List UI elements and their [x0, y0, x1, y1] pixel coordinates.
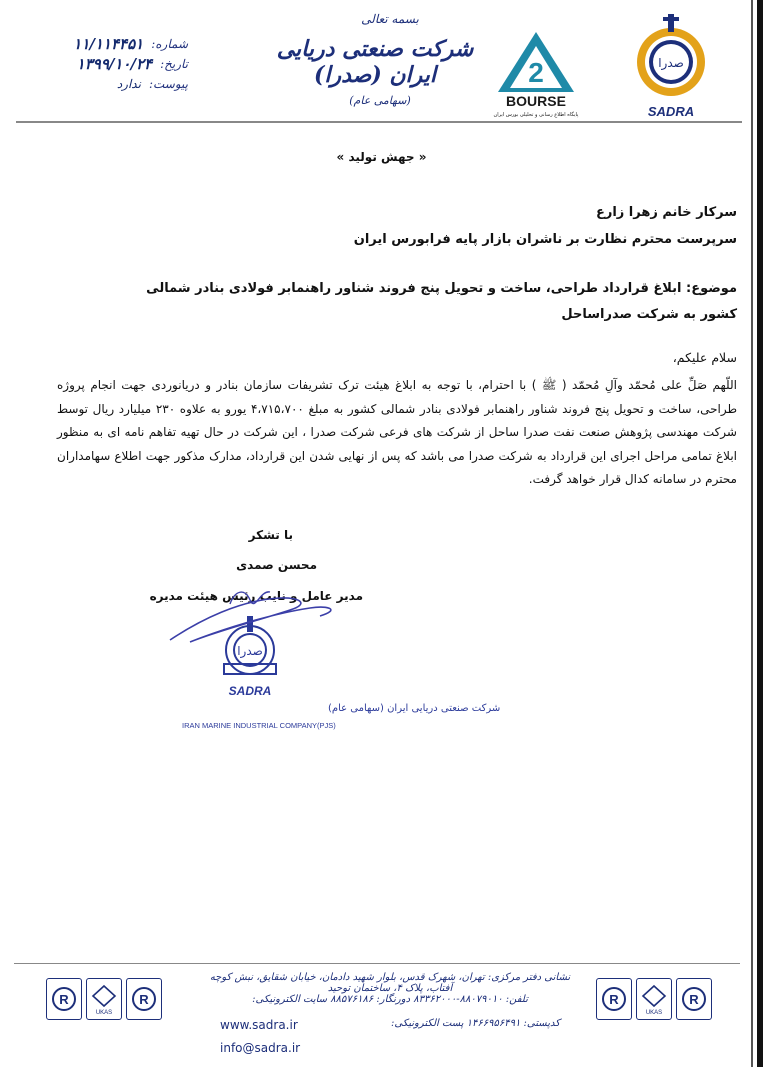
- sadra-gear-icon: [632, 14, 710, 122]
- header-divider: [16, 121, 742, 123]
- cert-r-icon: [596, 978, 632, 1020]
- letter-attachment-row: [18, 74, 188, 94]
- svg-text:R: R: [689, 992, 699, 1007]
- addressee-name: سرکار خانم زهرا زارع: [595, 205, 737, 220]
- attachment-value: ندارد: [116, 77, 141, 91]
- footer-divider: [14, 963, 740, 964]
- sadra-logo-text: SADRA: [647, 104, 695, 119]
- subject-line: موضوع: ابلاغ قرارداد طراحی، ساخت و تحویل پنج فروند شناور راهنمابر فولادی بنادر شمالی کشور به شرکت صدراساحل: [146, 281, 737, 322]
- signer-title: مدیر عامل و نایب رئیس هیئت مدیره: [149, 589, 363, 603]
- date-label: تاریخ:: [160, 57, 188, 71]
- sadra-logo: [632, 14, 710, 122]
- svg-text:شرکت صنعتی دریایی ایران (سهامی: شرکت صنعتی دریایی ایران (سهامی عام): [328, 703, 501, 714]
- letter-number-row: [18, 34, 188, 54]
- certification-logos-right: [596, 978, 712, 1022]
- footer-website-row: [220, 1018, 560, 1032]
- website-link[interactable]: www.sadra.ir: [220, 1018, 298, 1032]
- cert-r-icon: [676, 978, 712, 1020]
- svg-text:صدرا: صدرا: [237, 644, 263, 658]
- handwritten-signature: [160, 570, 350, 660]
- signer-name: محسن صمدی: [236, 558, 317, 572]
- letter-meta: [18, 34, 188, 94]
- body-paragraph: اللّهم صَلِّ علی مُحمّد وآلِ مُحمّد ( ﷺ ) با احترام، با توجه به ابلاغ هیئت ترک تشریفات سازمان بنادر و دریانوردی جهت انجام پروژه طراحی، ساخت و تحویل پنج فروند شناور راهنمابر فولادی بنادر شمالی کشور به مبلغ ۴،۷۱۵،۷۰۰ یورو به علاوه ۲۳۰ میلیارد ریال توسط شرکت مهندسی پژوهش صنعت نفت صدرا ساحل از شرکت های فرعی شرکت صدرا ، این شرکت در حال تهیه تفاهم نامه ای به منظور ابلاغ تمامی مراحل اجرای این قرارداد به شرکت صدرا می باشد که پس از نهایی شدن این قرارداد، مدارک مذکور جهت اطلاع سهامداران محترم در سامانه کدال قرار خواهد گرفت.: [57, 378, 738, 486]
- cert-r-icon: [46, 978, 82, 1020]
- svg-text:UKAS: UKAS: [645, 1010, 663, 1016]
- basmala: بسمه تعالی: [361, 12, 419, 26]
- cert-r-icon: [126, 978, 162, 1020]
- svg-text:UKAS: UKAS: [95, 1010, 113, 1016]
- svg-text:IRAN MARINE INDUSTRIAL COMPANY: IRAN MARINE INDUSTRIAL COMPANY(PJS): [182, 721, 336, 730]
- closing: با تشکر: [248, 528, 293, 542]
- svg-text:R: R: [139, 992, 149, 1007]
- number-value: ۱۱/۱۱۴۴۵۱: [73, 35, 144, 53]
- svg-text:R: R: [59, 992, 69, 1007]
- footer-email-row: [220, 1041, 560, 1055]
- bourse-caption: پایگاه اطلاع رسانی و تحلیلی بورس ایران: [493, 112, 579, 118]
- ukas-icon: [636, 978, 672, 1020]
- bourse-logo-text: BOURSE: [506, 93, 566, 109]
- footer-postal: کدپستی: ۱۴۶۶۹۵۶۴۹۱ پست الکترونیکی:: [391, 1018, 560, 1029]
- company-title: شرکت صنعتی دریایی ایران (صدرا): [276, 36, 474, 88]
- addressee-title: سرپرست محترم نظارت بر ناشران بازار پایه فرابورس ایران: [353, 232, 737, 247]
- footer-phone: تلفن: ۸۸۰۷۹۰۱۰-۸۳۳۶۲۰۰۰ دورنگار: ۸۸۵۷۶۱۸۶ سایت الکترونیکی:: [252, 994, 528, 1005]
- certification-logos-left: [46, 978, 162, 1022]
- svg-text:R: R: [609, 992, 619, 1007]
- ukas-icon: [86, 978, 122, 1020]
- letter-date-row: [18, 54, 188, 74]
- bourse-logo-icon: [488, 30, 584, 118]
- salutation: سلام علیکم،: [672, 350, 737, 365]
- company-type: (سهامی عام): [349, 94, 411, 107]
- attachment-label: پیوست:: [148, 77, 188, 91]
- number-label: شماره:: [151, 37, 188, 51]
- slogan: « جهش تولید »: [336, 150, 427, 164]
- date-value: ۱۳۹۹/۱۰/۲۴: [76, 55, 153, 73]
- email-link[interactable]: info@sadra.ir: [220, 1041, 301, 1055]
- bourse-logo: [488, 30, 584, 118]
- svg-text:2: 2: [528, 57, 544, 88]
- svg-text:SADRA: SADRA: [228, 684, 272, 698]
- footer-address: نشانی دفتر مرکزی: تهران، شهرک قدس، بلوار شهید دادمان، خیابان شقایق، نبش کوچه آفتاب، پلاک ۴، ساختمان توحید: [209, 972, 571, 994]
- svg-text:صدرا: صدرا: [658, 56, 684, 70]
